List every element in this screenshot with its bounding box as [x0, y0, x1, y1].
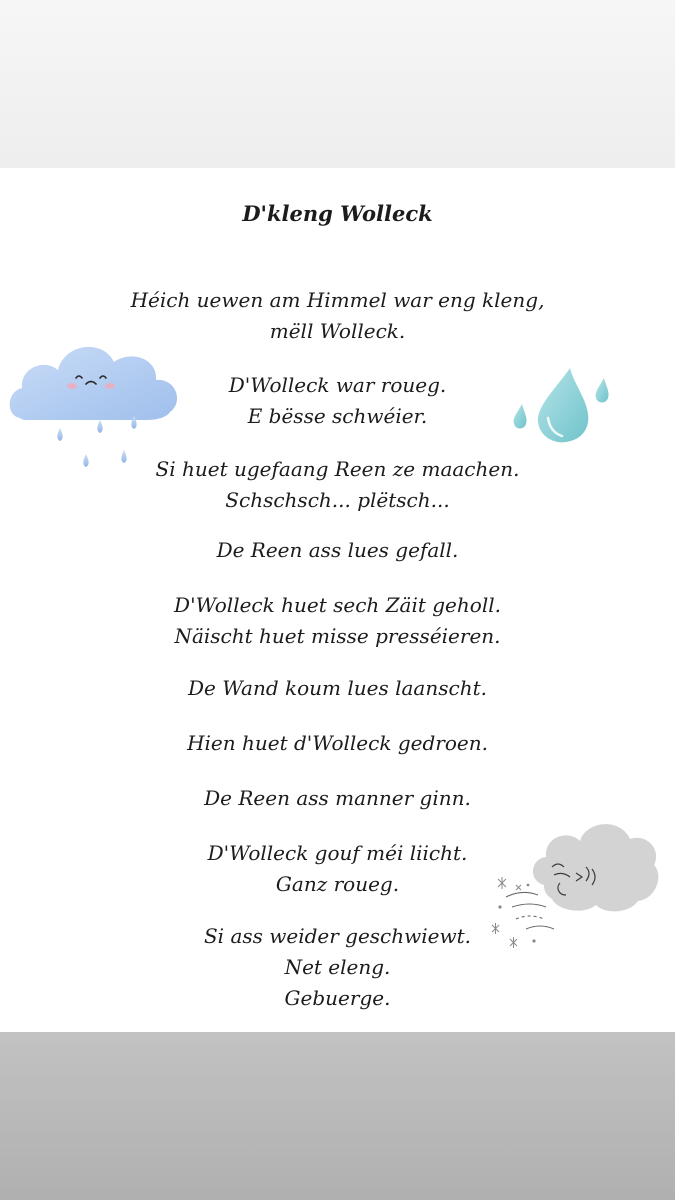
stanza — [0, 673, 675, 704]
poem-line: De Reen ass manner ginn. — [204, 786, 471, 810]
poem-line: Si ass weider geschwiewt. — [203, 924, 472, 948]
stanza — [0, 728, 675, 759]
poem-line: D'Wolleck huet sech Zäit geholl. — [174, 593, 501, 617]
poem-line: Näischt huet misse presséieren. — [174, 624, 501, 648]
poem-line: Schschsch... plëtsch... — [225, 488, 450, 512]
stanza — [0, 783, 675, 814]
stanza — [0, 590, 675, 652]
poem-line: Héich uewen am Himmel war eng kleng, — [130, 288, 545, 312]
poem-line: Si huet ugefaang Reen ze maachen. — [155, 457, 520, 481]
poem-title: D'kleng Wolleck — [242, 201, 433, 226]
stanza — [0, 535, 675, 566]
poem-line: E bësse schwéier. — [247, 404, 428, 428]
poem-line: D'Wolleck war roueg. — [228, 373, 447, 397]
raindrops-icon — [508, 366, 616, 448]
poem-line: Gebuerge. — [284, 986, 391, 1010]
top-background-band — [0, 0, 675, 168]
poem-line: D'Wolleck gouf méi liicht. — [207, 841, 468, 865]
poem-line: mëll Wolleck. — [269, 319, 406, 343]
blowing-wind-cloud-icon — [486, 815, 662, 957]
poem-line: De Reen ass lues gefall. — [216, 538, 459, 562]
poem-line: Hien huet d'Wolleck gedroen. — [187, 731, 488, 755]
bottom-background-band — [0, 1032, 675, 1200]
poem-line: Ganz roueg. — [275, 872, 400, 896]
sad-rain-cloud-icon — [6, 336, 182, 481]
poem-line: Net eleng. — [284, 955, 391, 979]
poem-line: De Wand koum lues laanscht. — [188, 676, 487, 700]
